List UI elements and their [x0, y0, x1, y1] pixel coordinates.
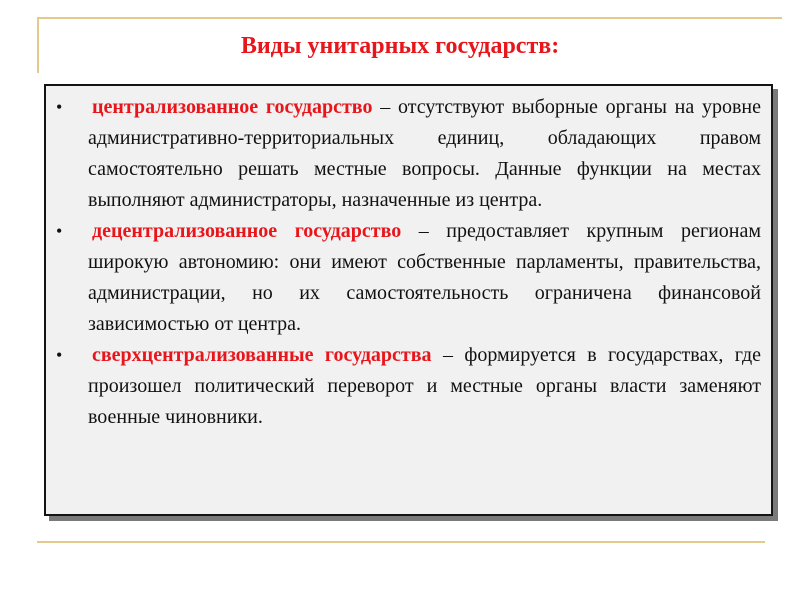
bullet-item-centralized — [56, 92, 761, 216]
bullet-text: – предоставляет крупным регионам широкую автономию: они имеют собственные парламенты, правительства, администрации, но их самостоятельность ограничена финансовой зависимостью от центра. — [88, 220, 762, 335]
bullet-text: – формируется в государствах, где произошел политический переворот и местные органы власти заменяют военные чиновники. — [88, 344, 761, 428]
slide-title: Виды унитарных государств: — [240, 33, 560, 59]
bullet-text: – отсутствуют выборные органы на уровне административно-территориальных единиц, обладающих правом самостоятельно решать местные вопросы. Данные функции на местах выполняют администраторы, назначенные из центра. — [88, 96, 761, 211]
bullet-term: централизованное государство — [92, 96, 373, 118]
bullet-item-supercentralized — [56, 340, 761, 433]
bullet-marker: • — [56, 97, 63, 117]
bullet-marker: • — [56, 345, 63, 365]
bullet-item-decentralized — [56, 216, 761, 340]
bullet-list — [56, 92, 761, 433]
bottom-decorative-rule — [37, 541, 765, 543]
bullet-term: децентрализованное государство — [92, 220, 402, 242]
content-box — [44, 84, 773, 516]
top-decorative-rule — [37, 17, 782, 19]
bullet-marker: • — [56, 221, 63, 241]
bullet-term: сверхцентрализованные государства — [92, 344, 432, 366]
